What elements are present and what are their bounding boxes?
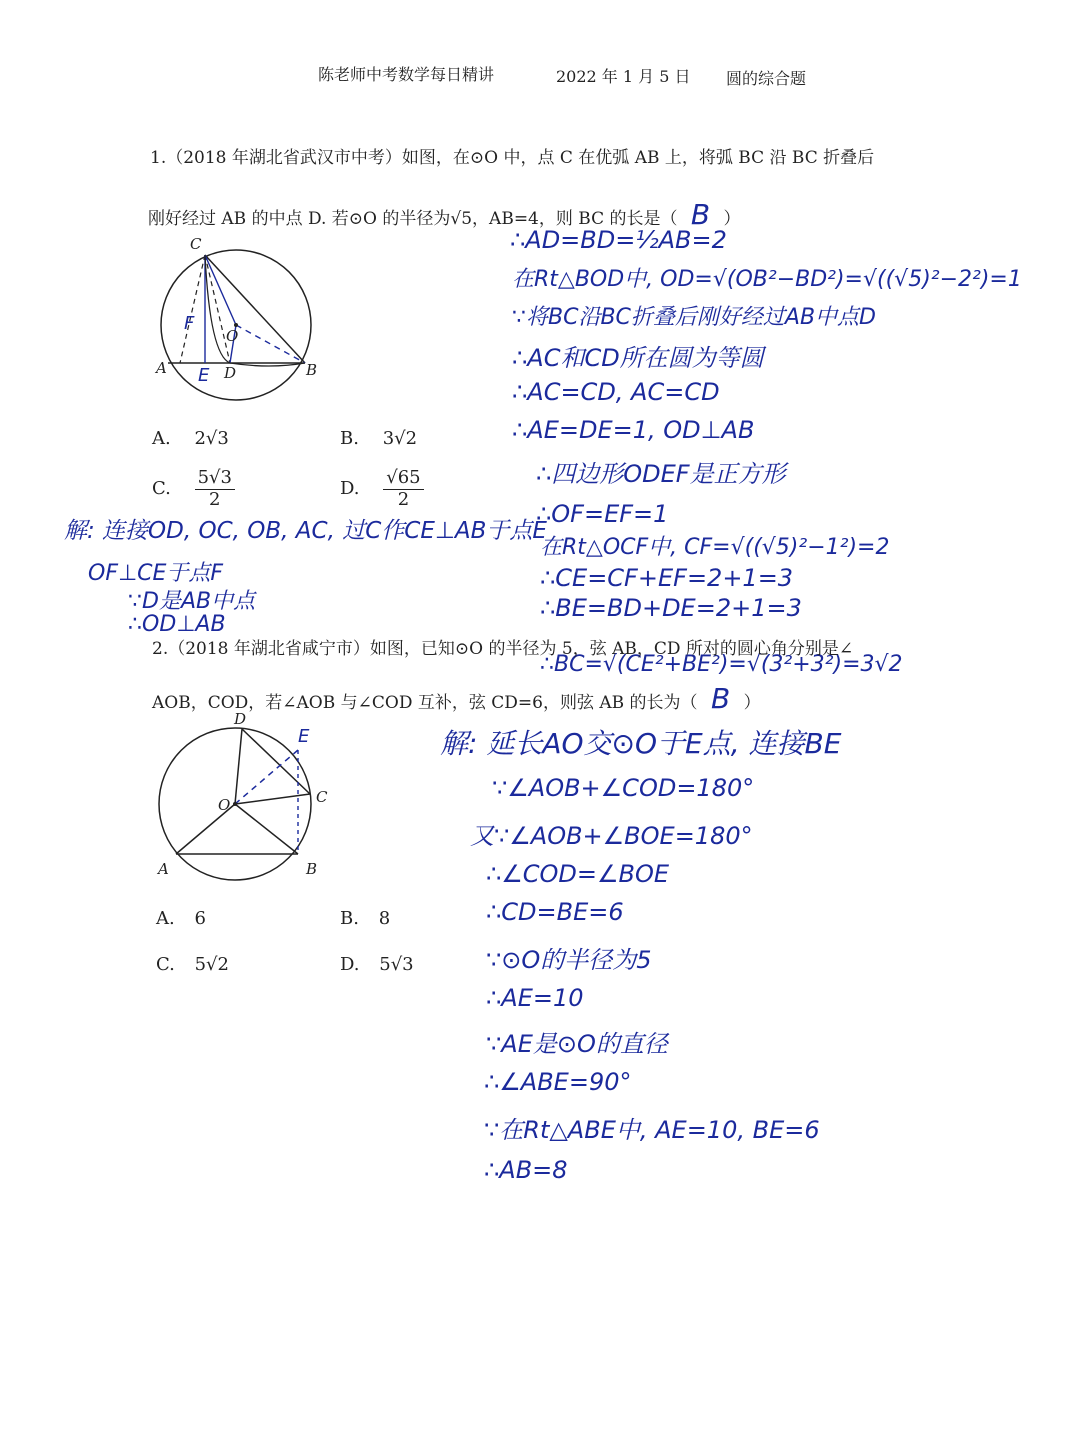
q1-solution-right-9: ∴CE=CF+EF=2+1=3 — [540, 564, 794, 592]
q1-stem-text: 刚好经过 AB 的中点 D. 若⊙O 的半径为√5，AB=4，则 BC 的长是（ — [148, 209, 678, 229]
q1-label-f: F — [184, 313, 195, 334]
q1-option-a-label: A. — [152, 428, 171, 449]
q2-solution-6: ∴AE=10 — [486, 984, 584, 1012]
q1-chord-cb — [205, 255, 305, 363]
q1-option-c — [152, 468, 235, 510]
q2-stem-close: ） — [743, 693, 761, 713]
q1-solution-right-1: 在Rt△BOD中, OD=√(OB²−BD²)=√((√5)²−2²)=1 — [512, 267, 1022, 292]
q2-option-a-value: 6 — [194, 908, 206, 929]
q1-solution-left-3: ∴OD⊥AB — [128, 612, 226, 637]
header-title: 陈老师中考数学每日精讲 — [318, 65, 495, 84]
q2-segment-ob — [235, 804, 298, 854]
q1-solution-left-0: 解: 连接OD, OC, OB, AC, 过C作CE⊥AB于点E — [64, 518, 547, 544]
q2-solution-1: ∵∠AOB+∠COD=180° — [492, 774, 755, 802]
q2-stem-line1: 2.（2018 年湖北省咸宁市）如图，已知⊙O 的半径为 5，弦 AB，CD 所对的圆心角分别是∠ — [152, 639, 854, 659]
q2-segment-oc — [235, 794, 310, 804]
q1-answer-mark: B — [690, 198, 711, 231]
q2-solution-8: ∴∠ABE=90° — [484, 1068, 632, 1096]
q2-label-e: E — [298, 726, 310, 747]
q2-solution-2: 又∵∠AOB+∠BOE=180° — [470, 822, 753, 850]
q1-option-c-denominator: 2 — [209, 488, 221, 510]
q1-stem-line1: 1.（2018 年湖北省武汉市中考）如图，在⊙O 中，点 C 在优弧 AB 上，将弧 BC 沿 BC 折叠后 — [150, 148, 875, 168]
q2-label-a: A — [158, 860, 169, 878]
q2-label-b: B — [306, 860, 318, 878]
q2-option-d-value: 5√3 — [379, 954, 414, 975]
q1-solution-right-7: ∴OF=EF=1 — [536, 500, 669, 528]
q2-option-a-label: A. — [156, 908, 175, 929]
q2-answer-mark: B — [710, 682, 731, 715]
q1-option-c-numerator: 5√3 — [195, 468, 235, 490]
q2-label-d: D — [234, 710, 247, 728]
q2-diagram — [150, 712, 340, 892]
q2-option-c-label: C. — [156, 954, 175, 975]
q1-solution-right-11: ∴BC=√(CE²+BE²)=√(3²+3²)=3√2 — [540, 652, 903, 677]
header-topic: 圆的综合题 — [726, 69, 807, 88]
q1-solution-right-6: ∴四边形ODEF是正方形 — [536, 460, 786, 488]
q2-option-b — [340, 908, 390, 929]
q1-solution-left-2: ∵D是AB中点 — [128, 589, 256, 614]
q2-solution-3: ∴∠COD=∠BOE — [486, 860, 670, 888]
q1-solution-right-3: ∴AC和CD所在圆为等圆 — [512, 344, 764, 372]
q2-option-a — [156, 908, 206, 929]
q2-solution-9: ∵在Rt△ABE中, AE=10, BE=6 — [484, 1116, 820, 1144]
q1-solution-right-10: ∴BE=BD+DE=2+1=3 — [540, 594, 802, 622]
q1-label-e: E — [198, 365, 210, 386]
q1-segment-co — [205, 255, 236, 325]
q1-diagram — [150, 235, 330, 385]
q1-label-a: A — [156, 359, 167, 377]
q2-segment-od — [235, 729, 242, 804]
q1-solution-right-8: 在Rt△OCF中, CF=√((√5)²−1²)=2 — [540, 535, 890, 560]
q1-stem-close: ） — [723, 209, 741, 229]
q1-option-c-label: C. — [152, 478, 171, 500]
q2-solution-10: ∴AB=8 — [484, 1156, 568, 1184]
q1-option-d-fraction — [383, 468, 423, 510]
q2-option-b-label: B. — [340, 908, 359, 929]
q1-label-o: O — [226, 327, 239, 345]
q2-option-d — [340, 954, 414, 975]
q2-solution-7: ∵AE是⊙O的直径 — [486, 1030, 668, 1058]
q1-option-c-fraction — [195, 468, 235, 510]
q1-solution-left-1: OF⊥CE于点F — [88, 561, 224, 586]
q1-solution-right-5: ∴AE=DE=1, OD⊥AB — [512, 416, 755, 444]
q2-segment-oe — [235, 750, 298, 804]
header-date: 2022 年 1 月 5 日 — [556, 67, 691, 86]
q2-label-c: C — [316, 788, 328, 806]
q1-option-a — [152, 428, 229, 449]
q2-label-o: O — [218, 796, 231, 814]
q1-option-b — [340, 428, 417, 449]
q2-option-b-value: 8 — [378, 908, 391, 929]
q2-option-d-label: D. — [340, 954, 360, 975]
q1-solution-right-4: ∴AC=CD, AC=CD — [512, 378, 720, 406]
q1-option-a-value: 2√3 — [194, 428, 229, 449]
q1-option-d-label: D. — [340, 478, 360, 500]
q2-option-c-value: 5√2 — [194, 954, 229, 975]
q1-option-d — [340, 468, 424, 510]
q1-option-d-numerator: √65 — [383, 468, 423, 490]
q1-option-b-value: 3√2 — [382, 428, 418, 449]
q1-option-d-denominator: 2 — [397, 488, 410, 510]
q1-solution-right-0: ∴AD=BD=½AB=2 — [510, 226, 727, 254]
q1-label-d: D — [224, 364, 237, 382]
q1-option-b-label: B. — [340, 428, 359, 449]
q2-solution-5: ∵⊙O的半径为5 — [486, 946, 652, 974]
q2-option-c — [156, 954, 229, 975]
q1-label-c: C — [190, 235, 202, 253]
q1-solution-right-2: ∵将BC沿BC折叠后刚好经过AB中点D — [512, 305, 876, 330]
q2-stem-text: AOB，COD，若∠AOB 与∠COD 互补，弦 CD=6，则弦 AB 的长为（ — [152, 693, 698, 713]
q2-solution-0: 解: 延长AO交⊙O于E点, 连接BE — [440, 727, 842, 760]
q2-point-o — [233, 802, 237, 806]
q1-label-b: B — [306, 361, 318, 379]
q1-segment-ob — [236, 325, 305, 363]
q2-solution-4: ∴CD=BE=6 — [486, 898, 624, 926]
